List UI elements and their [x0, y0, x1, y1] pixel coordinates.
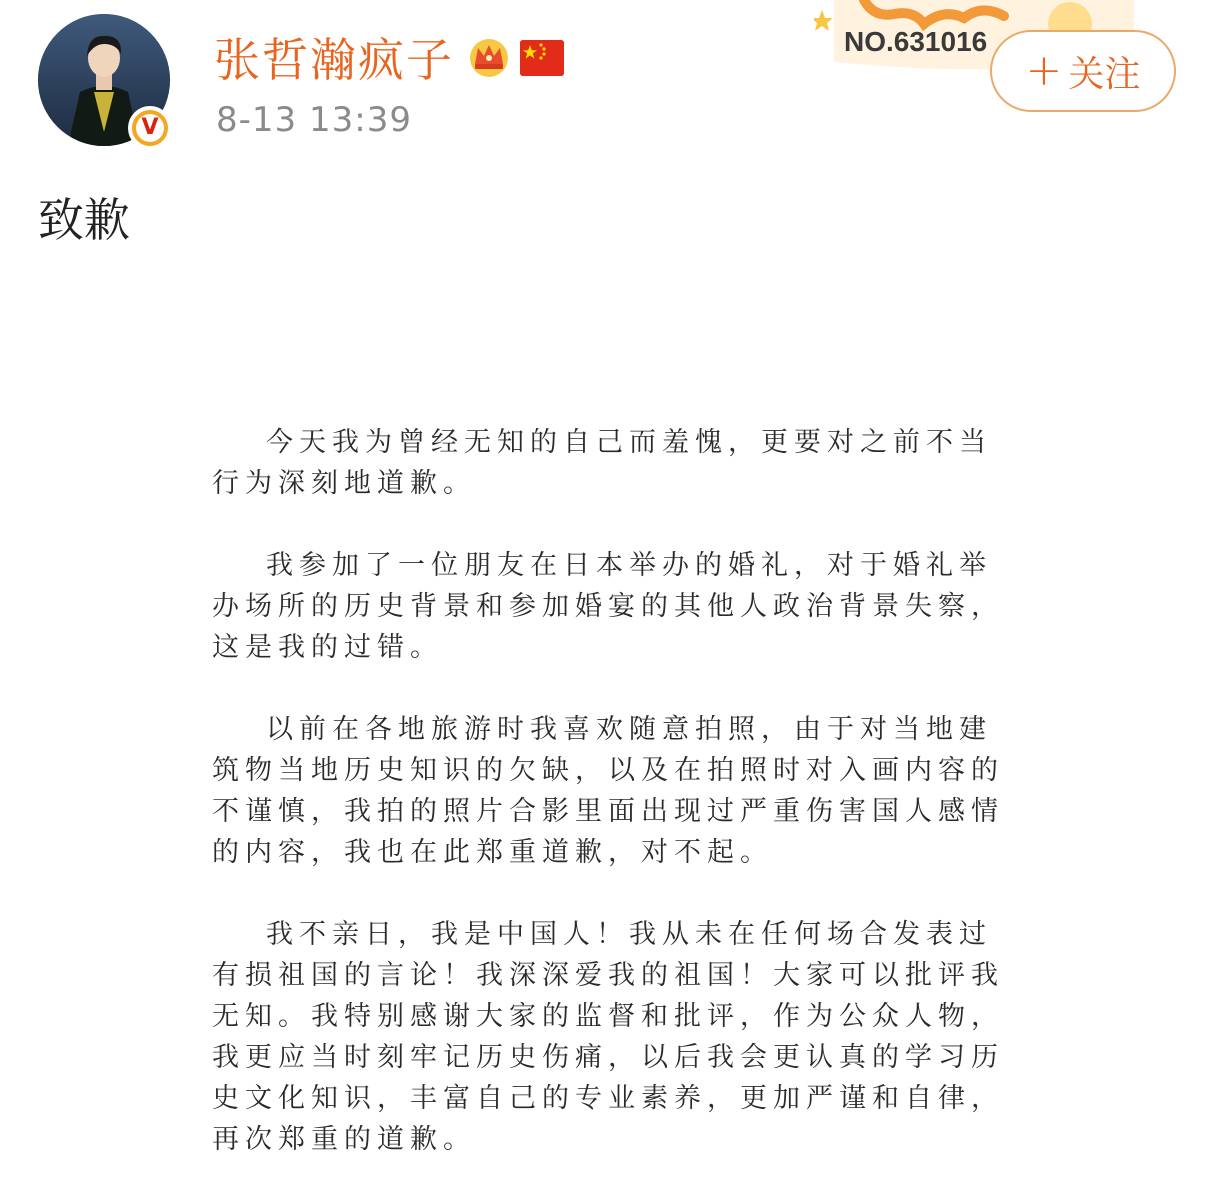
follow-button[interactable]	[990, 30, 1176, 112]
letter-paragraph-1: 今天我为曾经无知的自己而羞愧，更要对之前不当行为深刻地道歉。	[212, 427, 992, 499]
apology-letter	[212, 422, 1012, 1201]
verified-v-icon: V	[136, 114, 164, 142]
post-title: 致歉	[38, 193, 130, 247]
letter-paragraph-3: 以前在各地旅游时我喜欢随意拍照，由于对当地建筑物当地历史知识的欠缺，以及在拍照时对入画内容的不谨慎，我拍的照片合影里面出现过严重伤害国人感情的内容，我也在此郑重道歉，对不起。	[212, 714, 1004, 868]
plus-icon: +	[1025, 45, 1063, 96]
post-time: 8-13 13:39	[216, 100, 412, 140]
letter-paragraph-4: 我不亲日，我是中国人！我从未在任何场合发表过有损祖国的言论！我深深爱我的祖国！大家可以批评我无知。我特别感谢大家的监督和批评，作为公众人物，我更应当时刻牢记历史伤痛，以后我会更认真的学习历史文化知识，丰富自己的专业素养，更加严谨和自律，再次郑重的道歉。	[212, 919, 1004, 1155]
crown-icon	[466, 36, 512, 78]
verified-badge	[128, 106, 172, 150]
letter-paragraph-2: 我参加了一位朋友在日本举办的婚礼，对于婚礼举办场所的历史背景和参加婚宴的其他人政治背景失察，这是我的过错。	[212, 550, 1004, 663]
follow-label: 关注	[1068, 53, 1141, 95]
china-flag-icon	[520, 40, 564, 76]
user-name[interactable]: 张哲瀚疯子	[214, 33, 454, 87]
banner-number-text: NO.631016	[844, 26, 988, 57]
